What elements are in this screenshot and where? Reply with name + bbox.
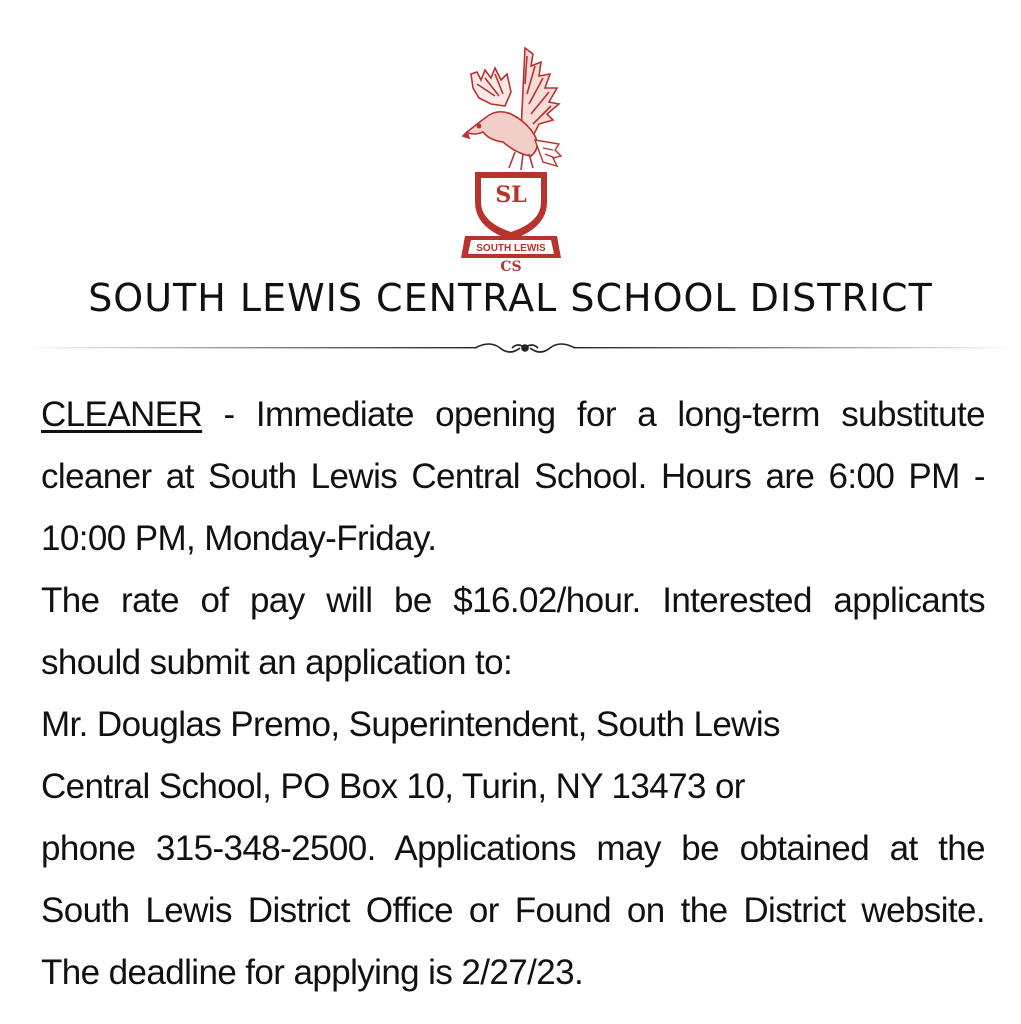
intro-text: - Immediate opening for a long-term substitute cleaner at South Lewis Central School. Hours are 6:00 PM - 10:00 PM, Monday-Friday. [41,395,985,558]
contact-line-1: Mr. Douglas Premo, Superintendent, South Lewis [41,705,780,744]
school-eagle-logo [455,44,567,272]
sl-shield [475,172,547,240]
banner-text: SOUTH LEWIS [476,243,546,254]
shield-monogram: SL [495,182,527,208]
logo-banner [461,236,561,258]
logo-cs-text: CS [500,259,522,272]
job-title: CLEANER [41,395,203,434]
contact-line-2: Central School, PO Box 10, Turin, NY 13473 or [41,767,745,806]
district-title: SOUTH LEWIS CENTRAL SCHOOL DISTRICT [88,276,933,320]
pay-paragraph: The rate of pay will be $16.02/hour. Interested applicants should submit an application to: [41,581,985,682]
eagle-tail [535,140,561,166]
eagle-wing-right [521,48,559,136]
posting-intro [41,384,985,570]
job-posting [41,384,985,1004]
eagle-wing-left [471,68,511,106]
ornamental-divider [20,336,1020,360]
closing-paragraph: phone 315-348-2500. Applications may be obtained at the South Lewis District Office or Found on the District website. The deadline for applying is 2/27/23. [41,829,985,992]
divider-flourish [475,344,575,352]
